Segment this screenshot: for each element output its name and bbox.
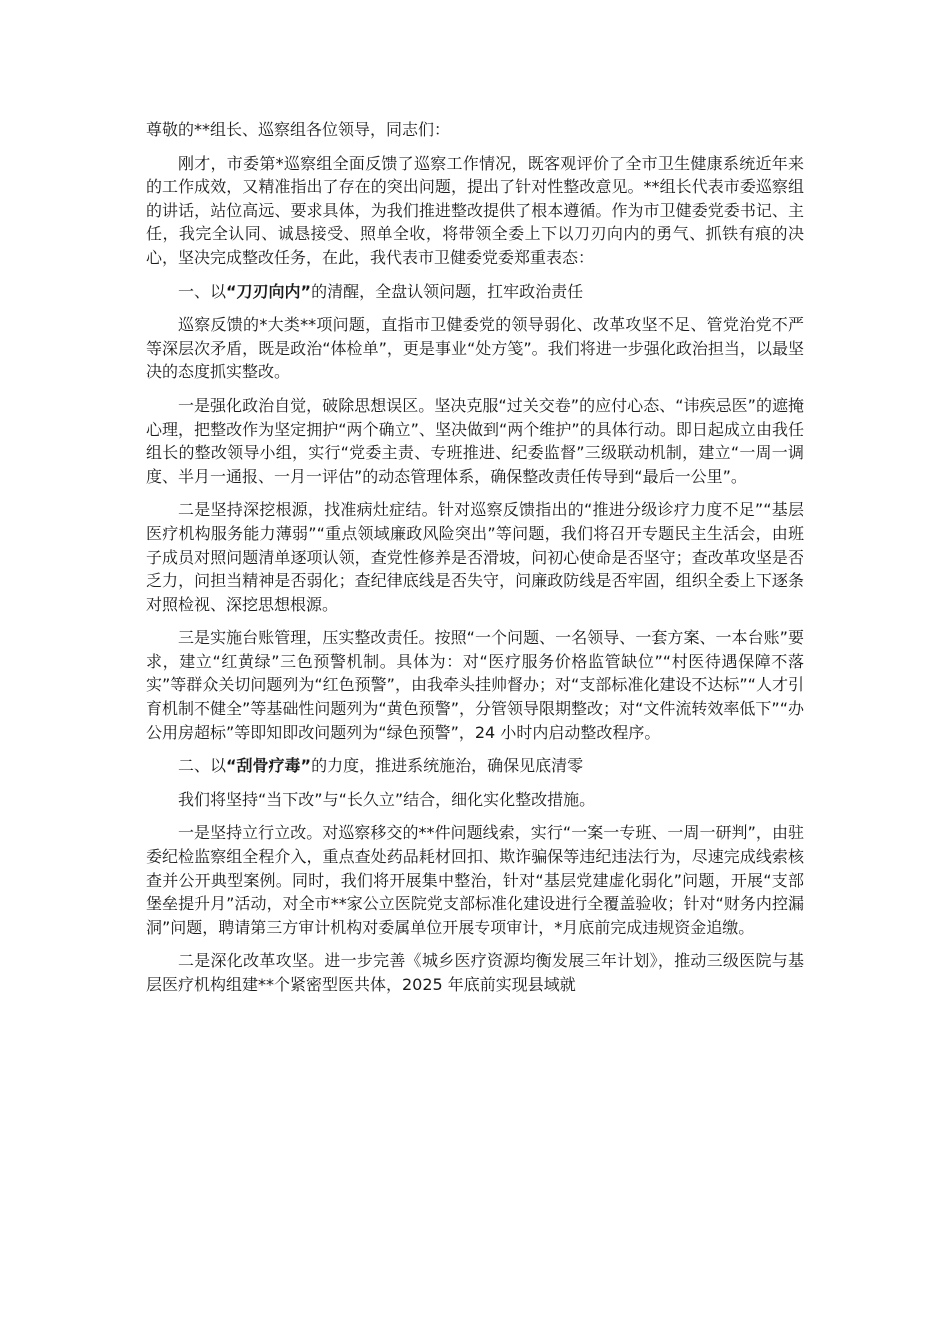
paragraph-section2-point1: 一是坚持立行立改。对巡察移交的**件问题线索，实行“一案一专班、一周一研判”，由驻委纪检监察组全程介入，重点查处药品耗材回扣、欺诈骗保等违纪违法行为，尽速完成线索核查并公开典型案例。同时，我们将开展集中整治，针对“基层党建虚化弱化”问题，开展“支部堡垒提升月”活动，对全市**家公立医院党支部标准化建设进行全覆盖验收；针对“财务内控漏洞”问题，聘请第三方审计机构对委属单位开展专项审计，*月底前完成违规资金追缴。 bbox=[146, 823, 804, 937]
heading-1-suffix: 的清醒，全盘认领问题，扛牢政治责任 bbox=[311, 281, 584, 301]
paragraph-section1-point1: 一是强化政治自觉，破除思想误区。坚决克服“过关交卷”的应付心态、“讳疾忌医”的遮掩心理，把整改作为坚定拥护“两个确立”、坚决做到“两个维护”的具体行动。即日起成立由我任组长的整改领导小组，实行“党委主责、专班推进、纪委监督”三级联动机制，建立“一周一调度、半月一通报、一月一评估”的动态管理体系，确保整改责任传导到“最后一公里”。 bbox=[146, 395, 804, 486]
paragraph-intro: 刚才，市委第*巡察组全面反馈了巡察工作情况，既客观评价了全市卫生健康系统近年来的工作成效，又精准指出了存在的突出问题，提出了针对性整改意见。**组长代表市委巡察组的讲话，站位高远、要求具体，为我们推进整改提供了根本遵循。作为市卫健委党委书记、主任，我完全认同、诚恳接受、照单全收，将带领全委上下以刀刃向内的勇气、抓铁有痕的决心，坚决完成整改任务，在此，我代表市卫健委党委郑重表态： bbox=[146, 153, 804, 267]
section-heading-1 bbox=[146, 280, 804, 304]
paragraph-section2-intro: 我们将坚持“当下改”与“长久立”结合，细化实化整改措施。 bbox=[178, 789, 596, 809]
heading-1-keyword: “刀刃向内” bbox=[226, 281, 312, 301]
paragraph-section2-point2: 二是深化改革攻坚。进一步完善《城乡医疗资源均衡发展三年计划》，推动三级医院与基层医疗机构组建**个紧密型医共体，2025 年底前实现县域就 bbox=[146, 951, 804, 994]
paragraph-section1-intro: 巡察反馈的*大类**项问题，直指市卫健委党的领导弱化、改革攻坚不足、管党治党不严等深层次矛盾，既是政治“体检单”，更是事业“处方笺”。我们将进一步强化政治担当，以最坚决的态度抓实整改。 bbox=[146, 315, 804, 382]
heading-2-prefix: 二、以 bbox=[178, 756, 227, 776]
section-heading-2 bbox=[146, 754, 804, 778]
document-page bbox=[146, 118, 804, 1007]
salutation: 尊敬的**组长、巡察组各位领导，同志们： bbox=[146, 120, 451, 139]
heading-2-suffix: 的力度，推进系统施治，确保见底清零 bbox=[311, 756, 584, 776]
heading-1-prefix: 一、以 bbox=[178, 281, 227, 301]
heading-2-keyword: “刮骨疗毒” bbox=[226, 756, 312, 776]
paragraph-section1-point2: 二是坚持深挖根源，找准病灶症结。针对巡察反馈指出的“推进分级诊疗力度不足”“基层医疗机构服务能力薄弱”“重点领域廉政风险突出”等问题，我们将召开专题民主生活会，由班子成员对照问题清单逐项认领，查党性修养是否滑坡，问初心使命是否坚守；查改革攻坚是否乏力，问担当精神是否弱化；查纪律底线是否失守，问廉政防线是否牢固，组织全委上下逐条对照检视、深挖思想根源。 bbox=[146, 500, 804, 614]
paragraph-section1-point3: 三是实施台账管理，压实整改责任。按照“一个问题、一名领导、一套方案、一本台账”要求，建立“红黄绿”三色预警机制。具体为：对“医疗服务价格监管缺位”“村医待遇保障不落实”等群众关切问题列为“红色预警”，由我牵头挂帅督办；对“支部标准化建设不达标”“人才引育机制不健全”等基础性问题列为“黄色预警”，分管领导限期整改；对“文件流转效率低下”“办公用房超标”等即知即改问题列为“绿色预警”，24 小时内启动整改程序。 bbox=[146, 628, 804, 742]
